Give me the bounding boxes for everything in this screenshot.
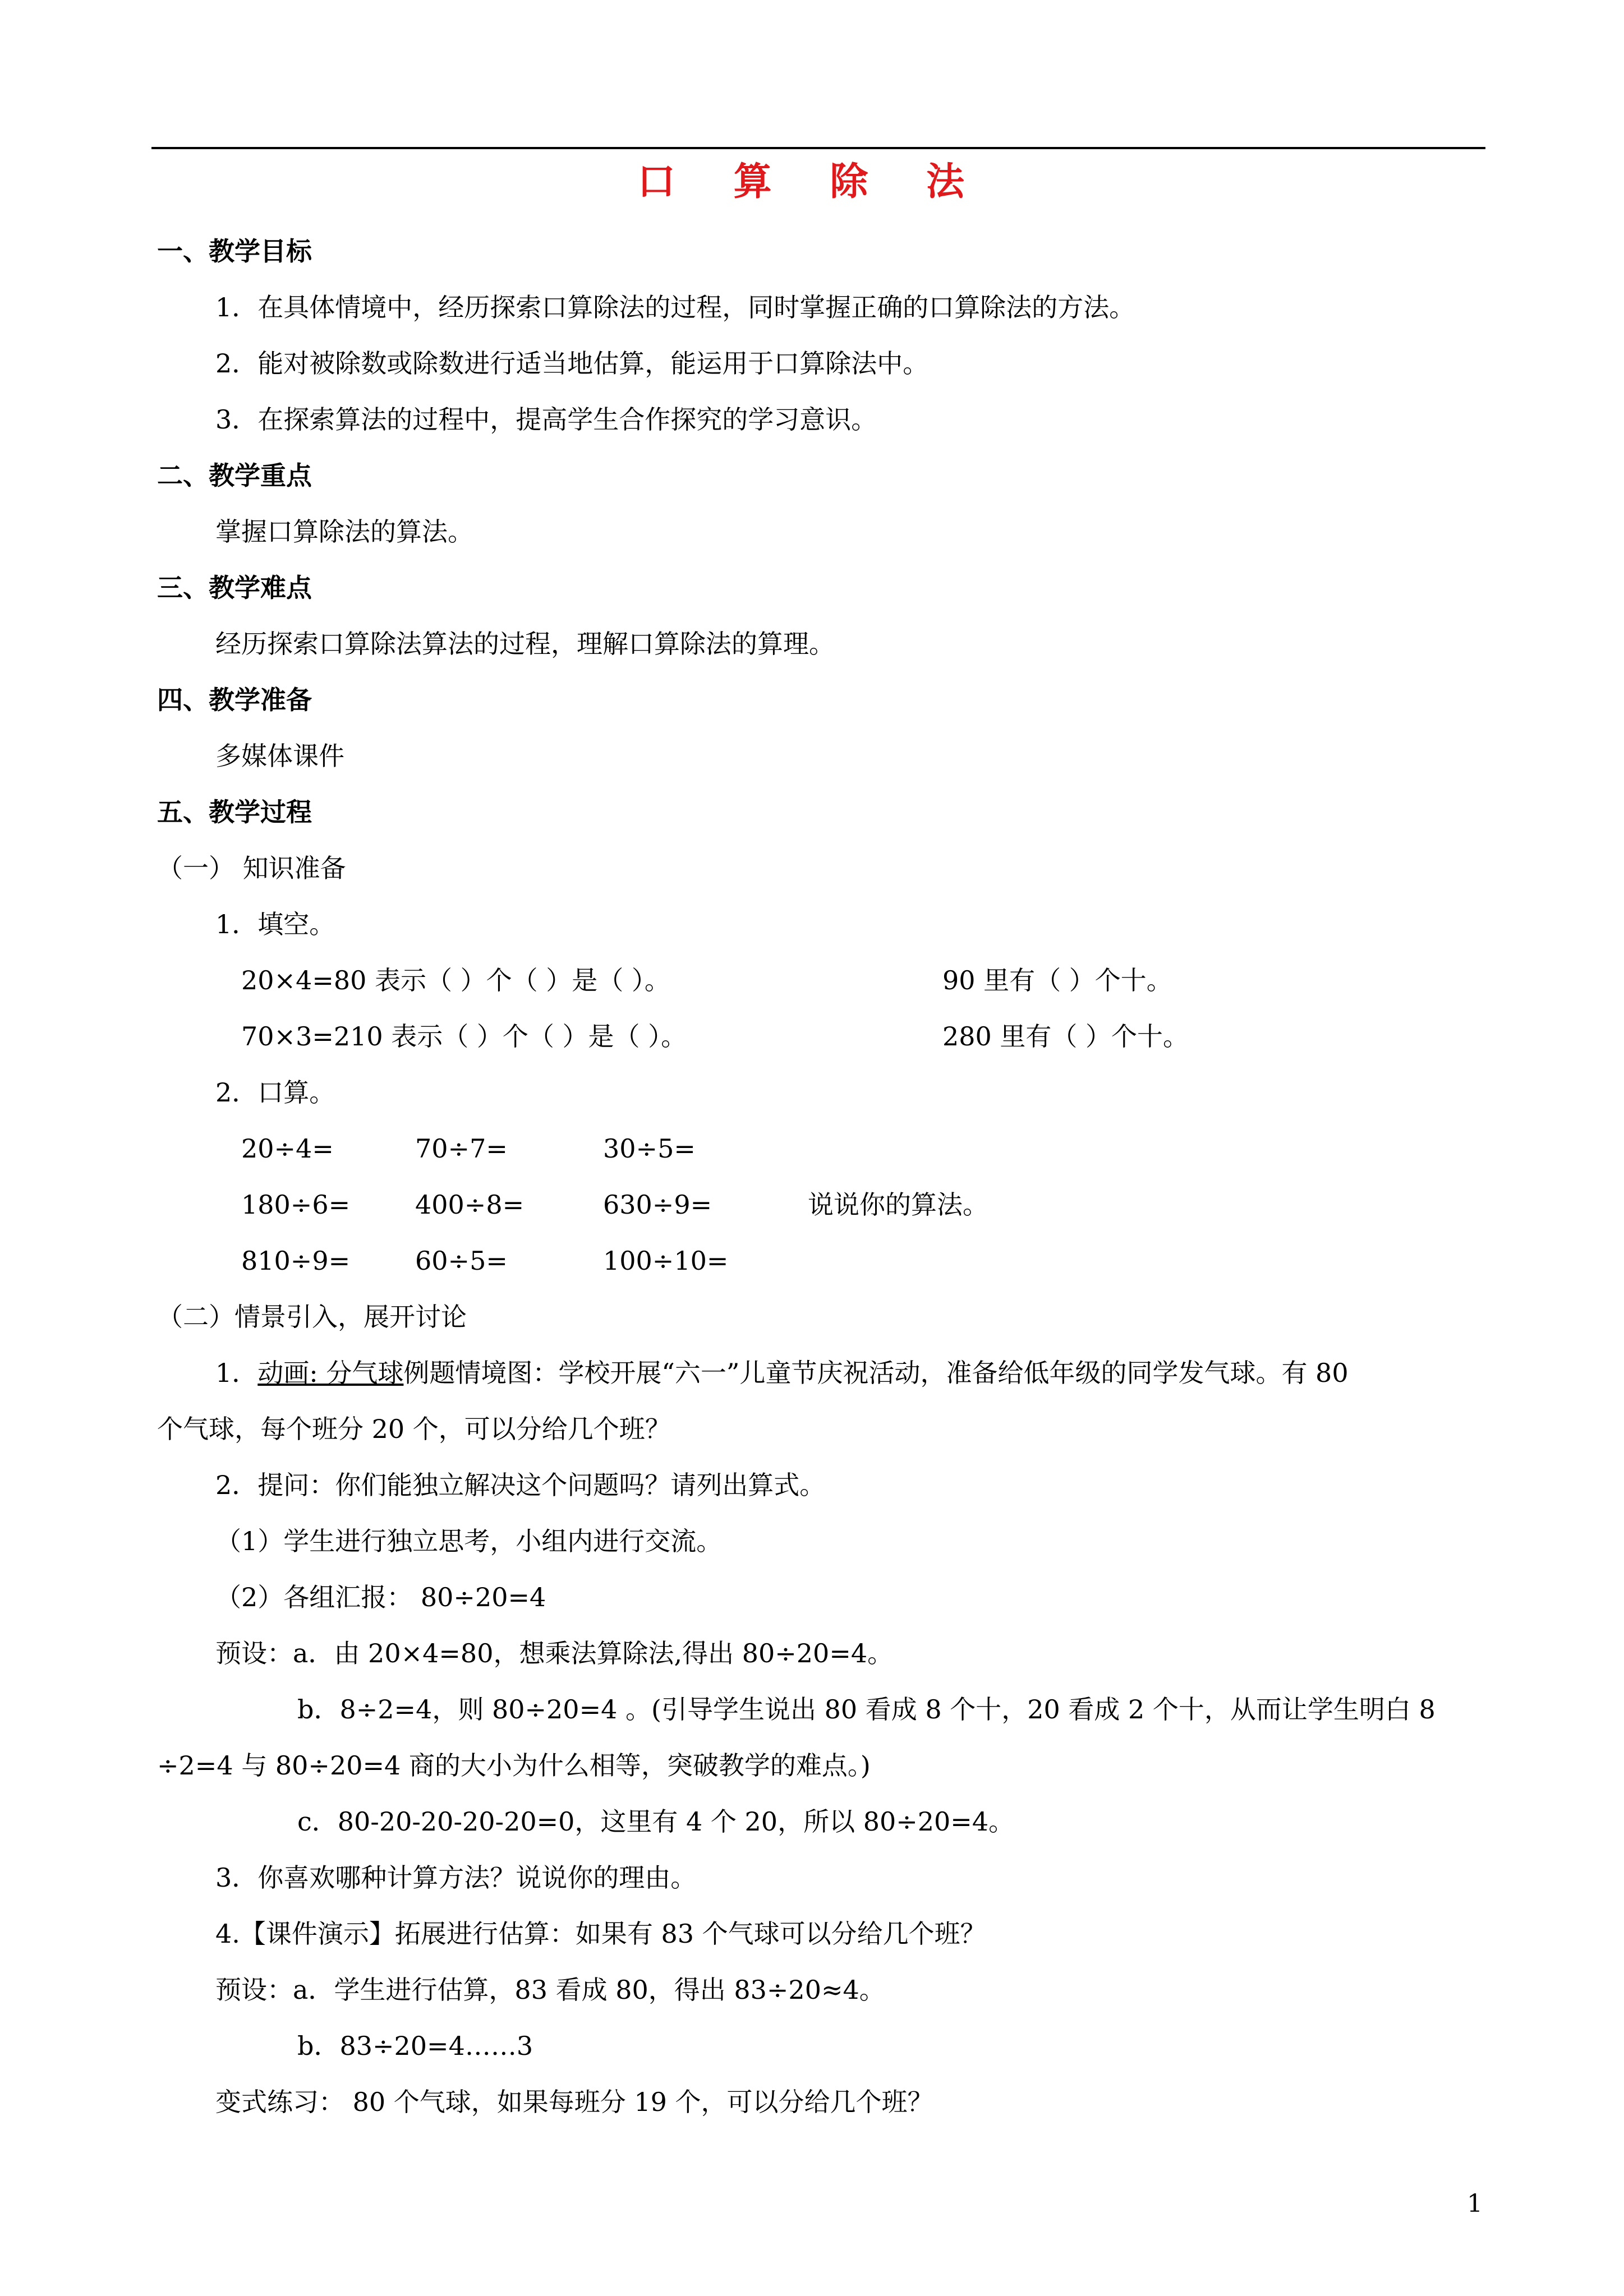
oral-calc-item: 20÷4= [241,1133,334,1164]
fill-blank-row: 70×3=210 表示（ ）个（ ）是（ ）。 [241,1021,687,1052]
preset-item: c．80-20-20-20-20=0，这里有 4 个 20，所以 80÷20=4。 [297,1806,1015,1837]
fill-blank-row: 20×4=80 表示（ ）个（ ）是（ ）。 [241,965,670,995]
paragraph-text: 例题情境图：学校开展“六一”儿童节庆祝活动，准备给低年级的同学发气球。有 80 [403,1358,1349,1388]
page-title: 口 算 除 法 [637,159,987,204]
oral-calc-note: 说说你的算法。 [808,1190,988,1220]
subsection-heading-knowledge: （一） 知识准备 [157,853,346,883]
oral-calc-item: 60÷5= [415,1246,508,1276]
item-number: 1． [215,1358,258,1388]
key-points-text: 掌握口算除法的算法。 [215,517,473,547]
paragraph-text: （2）各组汇报： 80÷20=4 [215,1582,546,1612]
section-heading-difficulties: 三、教学难点 [157,573,312,603]
difficulties-text: 经历探索口算除法算法的过程，理解口算除法的算理。 [215,629,835,659]
oral-calc-item: 100÷10= [603,1246,729,1276]
preset-item: ÷2=4 与 80÷20=4 商的大小为什么相等，突破教学的难点。) [157,1750,871,1781]
oral-calc-item: 630÷9= [603,1190,712,1220]
fill-blank-row: 280 里有（ ）个十。 [942,1021,1189,1052]
header-rule [151,147,1485,149]
paragraph-text: 3．你喜欢哪种计算方法？说说你的理由。 [215,1862,697,1893]
paragraph-scenario [215,1356,1349,1390]
paragraph-text: 2．提问：你们能独立解决这个问题吗？请列出算式。 [215,1470,826,1500]
section-heading-key-points: 二、教学重点 [157,460,312,491]
goal-item: 3．在探索算法的过程中，提高学生合作探究的学习意识。 [215,404,877,435]
oral-calc-item: 180÷6= [241,1190,351,1220]
goal-item: 2．能对被除数或除数进行适当地估算，能运用于口算除法中。 [215,348,929,379]
oral-calc-item: 70÷7= [415,1133,508,1164]
goal-item: 1．在具体情境中，经历探索口算除法的过程，同时掌握正确的口算除法的方法。 [215,292,1135,322]
section-heading-process: 五、教学过程 [157,797,312,827]
paragraph-text: 个气球，每个班分 20 个，可以分给几个班？ [157,1414,671,1444]
preset-item: 预设：a．学生进行估算，83 看成 80，得出 83÷20≈4。 [215,1975,885,2005]
page-number: 1 [1467,2189,1483,2218]
oral-calc-item: 30÷5= [603,1133,696,1164]
preset-item: b．83÷20=4……3 [297,2031,533,2061]
fill-blank-row: 90 里有（ ）个十。 [942,965,1172,995]
fill-blank-title: 1．填空。 [215,909,335,939]
section-heading-goals: 一、教学目标 [157,236,312,266]
subsection-heading-scenario: （二）情景引入，展开讨论 [157,1302,467,1332]
oral-calc-item: 400÷8= [415,1190,525,1220]
preset-item: b．8÷2=4，则 80÷20=4 。(引导学生说出 80 看成 8 个十，20 看成 2 个十，从而让学生明白 8 [297,1694,1436,1725]
oral-calc-item: 810÷9= [241,1246,351,1276]
section-heading-preparation: 四、教学准备 [157,685,312,715]
animation-link[interactable]: 动画: 分气球 [257,1358,404,1388]
preparation-text: 多媒体课件 [215,741,344,771]
paragraph-text: （1）学生进行独立思考，小组内进行交流。 [215,1526,723,1556]
oral-calc-title: 2．口算。 [215,1077,335,1108]
variant-exercise: 变式练习： 80 个气球，如果每班分 19 个，可以分给几个班？ [215,2087,933,2117]
paragraph-text: 4.【课件演示】拓展进行估算：如果有 83 个气球可以分给几个班？ [215,1919,986,1949]
preset-item: 预设：a．由 20×4=80，想乘法算除法,得出 80÷20=4。 [215,1638,894,1668]
